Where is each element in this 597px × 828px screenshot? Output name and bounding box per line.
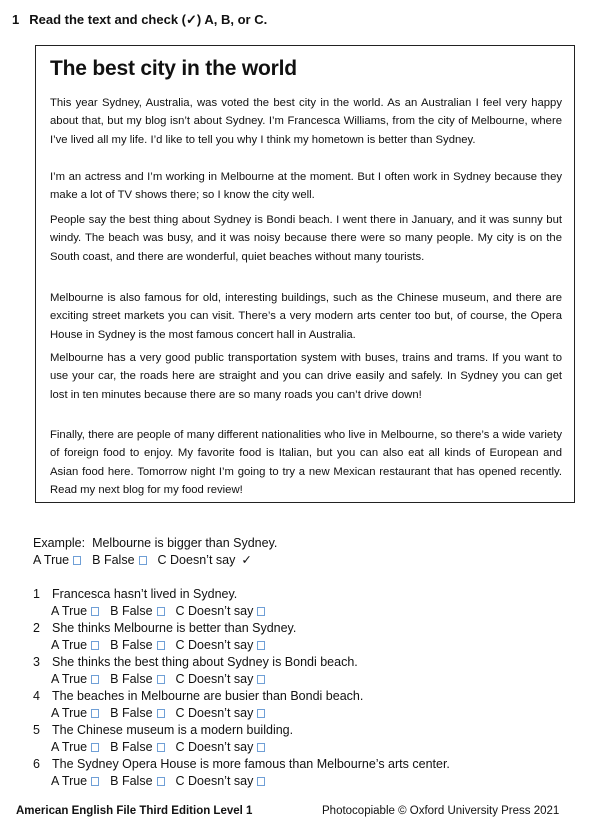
questions-list xyxy=(33,586,450,790)
question-item xyxy=(33,654,450,688)
option-label-a: A True xyxy=(51,740,88,754)
option-label-c: C Doesn’t say xyxy=(175,706,254,720)
option-label-c: C Doesn’t say xyxy=(175,740,254,754)
question-number: 1 xyxy=(33,587,40,601)
answer-checkbox-a[interactable] xyxy=(91,709,99,718)
question-number: 3 xyxy=(33,655,40,669)
example-check-icon: ✓ xyxy=(241,553,252,567)
option-label-b: B False xyxy=(110,604,153,618)
answer-checkbox-a[interactable] xyxy=(91,607,99,616)
answer-checkbox-b[interactable] xyxy=(157,709,165,718)
option-label-b: B False xyxy=(110,774,153,788)
answer-checkbox-b[interactable] xyxy=(157,743,165,752)
answer-checkbox-c[interactable] xyxy=(257,641,265,650)
option-label-a: A True xyxy=(51,604,88,618)
question-item xyxy=(33,688,450,722)
option-label-a: A True xyxy=(51,672,88,686)
answer-checkbox-c[interactable] xyxy=(257,709,265,718)
option-label-b: B False xyxy=(110,706,153,720)
answer-checkbox-a[interactable] xyxy=(91,743,99,752)
example-label: Example: xyxy=(33,536,86,550)
question-item xyxy=(33,586,450,620)
example-item xyxy=(33,535,277,569)
article-paragraph-1: This year Sydney, Australia, was voted the best city in the world. As an Australian I feel very happy about that, but my blog isn’t about Sydney. I’m Francesca Williams, from the city of Melbourne, where I’ve lived all my life. I’d like to tell you why I think my hometown is better than Sydney. xyxy=(50,97,562,146)
article-title: The best city in the world xyxy=(50,57,297,80)
article-paragraph-5: Melbourne has a very good public transportation system with buses, trains and trams. If you want to use your car, the roads here are straight and you can drive easily and safely. In Sydney you can get lost in ten minutes because there are so many roads you can’t drive down! xyxy=(50,352,562,401)
question-statement: She thinks the best thing about Sydney is Bondi beach. xyxy=(52,655,358,669)
option-label-a: A True xyxy=(51,706,88,720)
option-label-a: A True xyxy=(51,774,88,788)
footer-book-title: American English File Third Edition Level 1 xyxy=(16,805,253,817)
option-label-c: C Doesn’t say xyxy=(175,774,254,788)
answer-checkbox-a[interactable] xyxy=(91,777,99,786)
article-paragraph-4: Melbourne is also famous for old, interesting buildings, such as the Chinese museum, and there are exciting street markets you can visit. There’s a very modern arts center too but, of course, the Opera House in Sydney is the most famous concert hall in Australia. xyxy=(50,292,562,341)
answer-checkbox-c[interactable] xyxy=(257,675,265,684)
instruction-text: Read the text and check (✓) A, B, or C. xyxy=(29,12,268,27)
answer-checkbox-b[interactable] xyxy=(157,675,165,684)
answer-checkbox-a[interactable] xyxy=(91,675,99,684)
question-statement: The Chinese museum is a modern building. xyxy=(52,723,294,737)
answer-checkbox-c[interactable] xyxy=(257,607,265,616)
example-checkbox-a[interactable] xyxy=(73,556,81,565)
question-statement: The Sydney Opera House is more famous than Melbourne’s arts center. xyxy=(52,757,450,771)
option-label-b: B False xyxy=(110,638,153,652)
example-option-c: C Doesn’t say xyxy=(157,553,236,567)
article-paragraph-6: Finally, there are people of many different nationalities who live in Melbourne, so there’s a wide variety of foreign food to enjoy. My favorite food is Italian, but you can also eat all kinds of European and Asian food here. Tomorrow night I’m going to try a new Mexican restaurant that has opened recently. Read my next blog for my food review! xyxy=(50,429,562,497)
answer-checkbox-c[interactable] xyxy=(257,777,265,786)
question-number: 6 xyxy=(33,757,40,771)
option-label-c: C Doesn’t say xyxy=(175,604,254,618)
reading-passage-box xyxy=(35,45,575,503)
question-item xyxy=(33,620,450,654)
article-paragraph-2: I’m an actress and I’m working in Melbourne at the moment. But I often work in Sydney because they make a lot of TV shows there; so I know the city well. xyxy=(50,171,562,202)
option-label-b: B False xyxy=(110,672,153,686)
question-statement: Francesca hasn’t lived in Sydney. xyxy=(52,587,238,601)
answer-checkbox-b[interactable] xyxy=(157,607,165,616)
question-number: 4 xyxy=(33,689,40,703)
example-option-a: A True xyxy=(33,553,70,567)
example-checkbox-b[interactable] xyxy=(139,556,147,565)
question-statement: The beaches in Melbourne are busier than Bondi beach. xyxy=(52,689,364,703)
question-item xyxy=(33,756,450,790)
option-label-b: B False xyxy=(110,740,153,754)
option-label-c: C Doesn’t say xyxy=(175,638,254,652)
instruction-number: 1 xyxy=(12,12,20,27)
answer-checkbox-b[interactable] xyxy=(157,777,165,786)
answer-checkbox-b[interactable] xyxy=(157,641,165,650)
option-label-a: A True xyxy=(51,638,88,652)
question-number: 5 xyxy=(33,723,40,737)
question-number: 2 xyxy=(33,621,40,635)
instruction xyxy=(12,12,267,28)
option-label-c: C Doesn’t say xyxy=(175,672,254,686)
example-statement: Melbourne is bigger than Sydney. xyxy=(92,536,278,550)
question-item xyxy=(33,722,450,756)
example-option-b: B False xyxy=(92,553,135,567)
footer-copyright: Photocopiable © Oxford University Press 2021 xyxy=(322,805,560,817)
answer-checkbox-c[interactable] xyxy=(257,743,265,752)
answer-checkbox-a[interactable] xyxy=(91,641,99,650)
question-statement: She thinks Melbourne is better than Sydney. xyxy=(52,621,297,635)
article-paragraph-3: People say the best thing about Sydney is Bondi beach. I went there in January, and it was sunny but windy. The beach was busy, and it was noisy because there were so many people. My city is on the South coast, and there are wonderful, quiet beaches without many tourists. xyxy=(50,214,562,263)
